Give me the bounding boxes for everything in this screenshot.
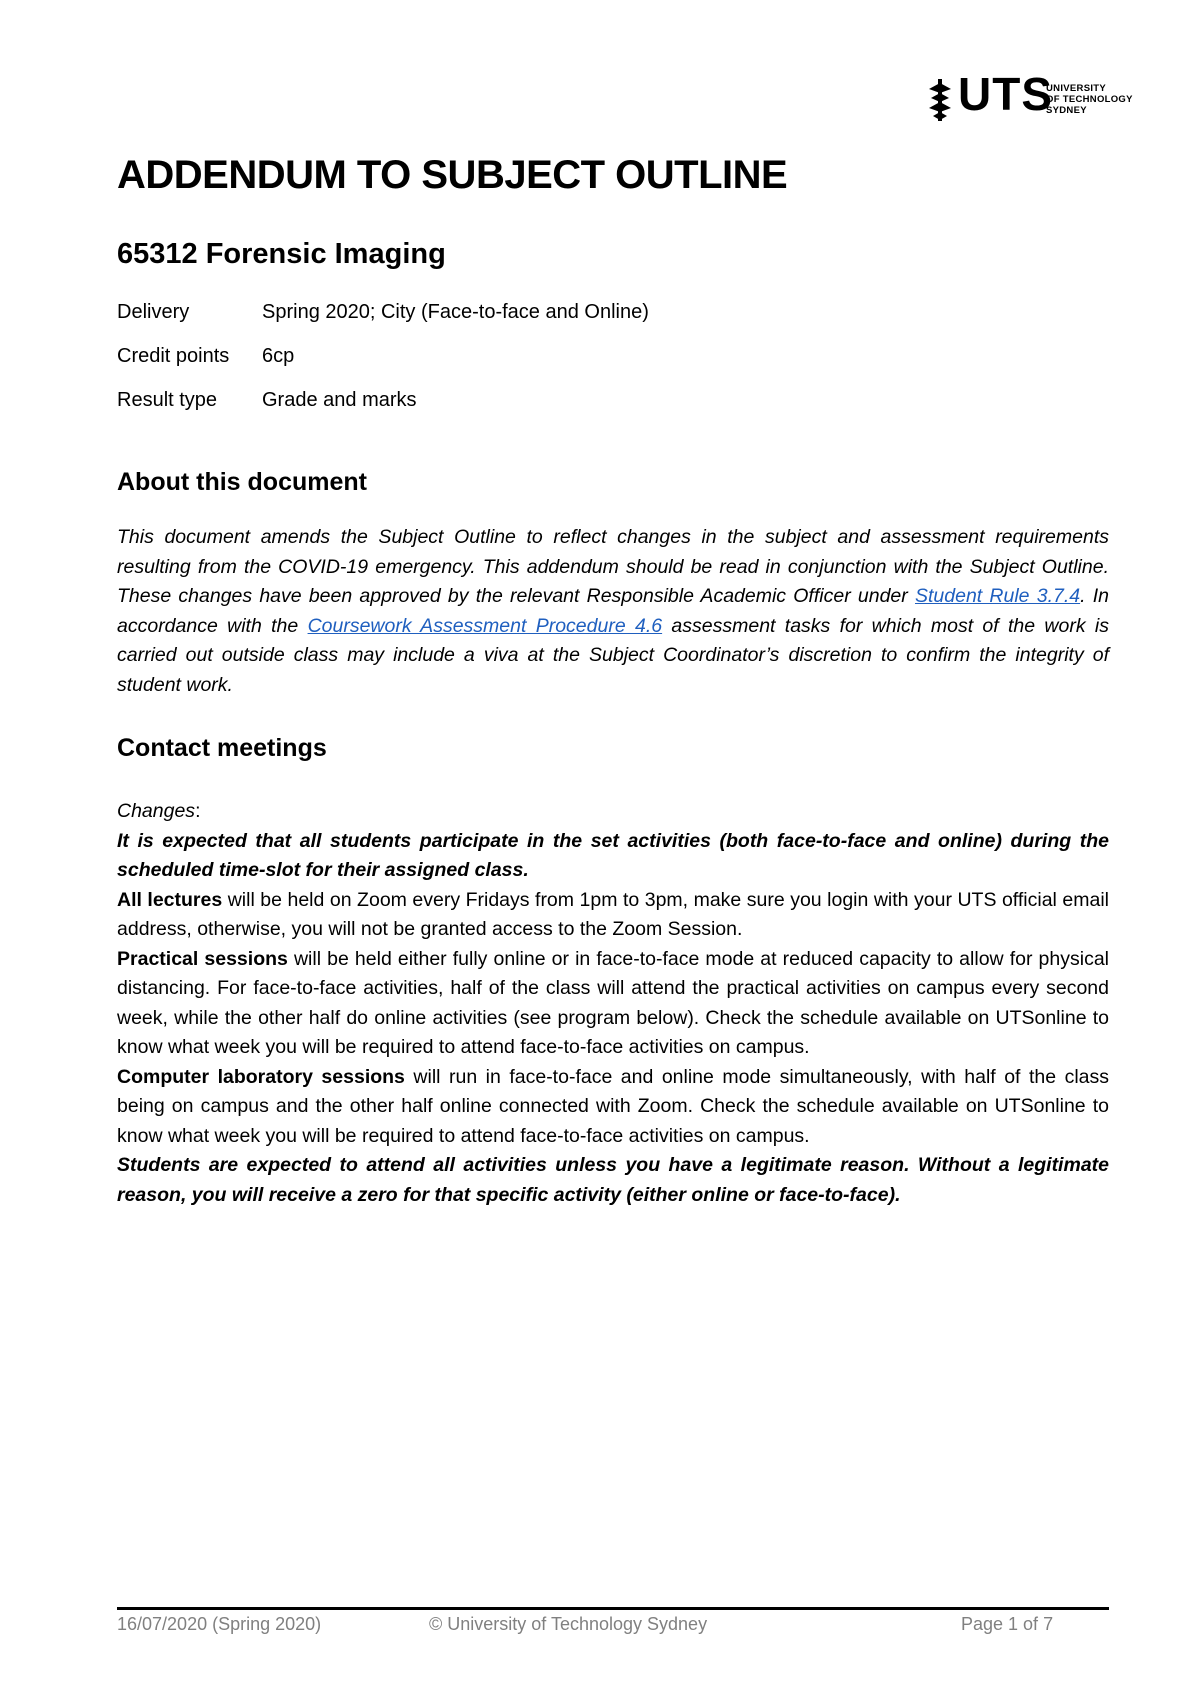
meta-value: Grade and marks <box>262 389 417 411</box>
footer-page-number: Page 1 of 7 <box>961 1614 1054 1634</box>
meta-label: Result type <box>117 389 218 411</box>
coursework-procedure-link[interactable]: Coursework Assessment Procedure 4.6 <box>307 614 663 637</box>
about-paragraph: This document amends the Subject Outline to reflect changes in the subject and assessment requirements resulting from the COVID-19 emergency. This addendum should be read in conjunction with the Subject Outline. These changes have been approved by the relevant Responsible Academic Officer under Student Rule 3.7.4. In accordance with the Coursework Assessment Procedure 4.6 assessment tasks for which most of the work is carried out outside class may include a viva at the Subject Coordinator’s discretion to confirm the integrity of student work. <box>117 526 1110 696</box>
page-title: ADDENDUM TO SUBJECT OUTLINE <box>117 153 788 197</box>
contact-changes <box>117 797 1109 1210</box>
about-heading: About this document <box>117 468 367 496</box>
uts-crest-icon <box>927 79 953 121</box>
changes-label: Changes: <box>117 800 201 822</box>
footer-divider <box>117 1607 1109 1610</box>
logo-wordmark: UTS <box>958 68 1053 120</box>
contact-heading: Contact meetings <box>117 734 327 762</box>
expectation-text: It is expected that all students participate in the set activities (both face-to-face and online) during the scheduled time-slot for their assigned class. <box>117 829 1109 881</box>
uts-logo <box>927 68 1137 127</box>
lab-text: Computer laboratory sessions will run in face-to-face and online mode simultaneously, with half of the class being on campus and the other half online connected with Zoom. Check the schedule available on UTSonline to know what week you will be required to attend face-to-face activities on campus. <box>117 1065 1109 1147</box>
footer-copyright: © University of Technology Sydney <box>429 1614 708 1634</box>
meta-value: Spring 2020; City (Face-to-face and Online) <box>262 301 649 323</box>
meta-label: Delivery <box>117 301 190 323</box>
footer-date: 16/07/2020 (Spring 2020) <box>117 1614 322 1634</box>
attendance-text: Students are expected to attend all activities unless you have a legitimate reason. Without a legitimate reason, you will receive a zero for that specific activity (either online or face-to-face). <box>117 1154 1109 1206</box>
meta-label: Credit points <box>117 345 230 367</box>
subject-title: 65312 Forensic Imaging <box>117 238 446 270</box>
practical-text: Practical sessions will be held either fully online or in face-to-face mode at reduced capacity to allow for physical distancing. For face-to-face activities, half of the class will attend the practical activities on campus every second week, while the other half do online activities (see program below). Check the schedule available on UTSonline to know what week you will be required to attend face-to-face activities on campus. <box>117 947 1110 1058</box>
lectures-text: All lectures will be held on Zoom every Fridays from 1pm to 3pm, make sure you login with your UTS official email address, otherwise, you will not be granted access to the Zoom Session. <box>117 888 1109 940</box>
meta-value: 6cp <box>262 345 295 367</box>
logo-university-name: UNIVERSITY OF TECHNOLOGY SYDNEY <box>1046 83 1133 116</box>
student-rule-link[interactable]: Student Rule 3.7.4 <box>914 585 1081 607</box>
